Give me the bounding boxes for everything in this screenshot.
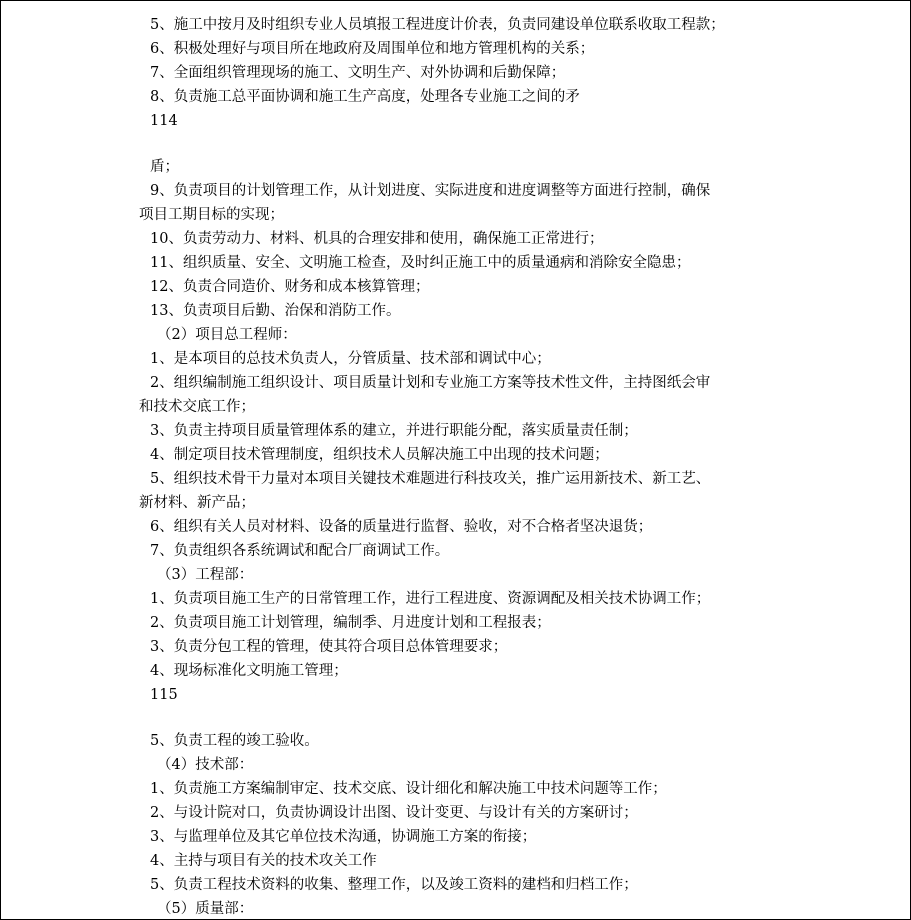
- text-line: 6、组织有关人员对材料、设备的质量进行监督、验收，对不合格者坚决退货；: [150, 519, 653, 535]
- section-heading: （2）项目总工程师：: [157, 327, 297, 343]
- text-line: 5、负责工程的竣工验收。: [150, 733, 319, 749]
- text-line: 7、全面组织管理现场的施工、文明生产、对外协调和后勤保障；: [150, 65, 566, 81]
- text-line: 5、施工中按月及时组织专业人员填报工程进度计价表，负责同建设单位联系收取工程款；: [150, 17, 725, 33]
- text-line: 2、与设计院对口，负责协调设计出图、设计变更、与设计有关的方案研讨；: [150, 805, 638, 821]
- text-line: 3、负责分包工程的管理，使其符合项目总体管理要求；: [150, 639, 508, 655]
- text-line: 2、组织编制施工组织设计、项目质量计划和专业施工方案等技术性文件，主持图纸会审: [150, 375, 711, 391]
- text-line: 2、负责项目施工计划管理，编制季、月进度计划和工程报表；: [150, 615, 551, 631]
- text-line: 1、负责项目施工生产的日常管理工作，进行工程进度、资源调配及相关技术协调工作；: [150, 591, 711, 607]
- text-line: 3、负责主持项目质量管理体系的建立，并进行职能分配，落实质量责任制；: [150, 423, 638, 439]
- text-line: 和技术交底工作；: [139, 399, 255, 415]
- text-line: 4、主持与项目有关的技术攻关工作: [150, 853, 377, 869]
- page-number: 115: [150, 687, 178, 703]
- section-heading: （5）质量部：: [157, 901, 254, 917]
- text-line: 盾；: [150, 159, 179, 175]
- text-line: 6、积极处理好与项目所在地政府及周围单位和地方管理机构的关系；: [150, 41, 595, 57]
- text-line: 4、制定项目技术管理制度，组织技术人员解决施工中出现的技术问题；: [150, 447, 609, 463]
- text-line: 9、负责项目的计划管理工作，从计划进度、实际进度和进度调整等方面进行控制，确保: [150, 183, 711, 199]
- text-line: 7、负责组织各系统调试和配合厂商调试工作。: [150, 543, 450, 559]
- text-line: 项目工期目标的实现；: [139, 207, 284, 223]
- text-line: 5、负责工程技术资料的收集、整理工作，以及竣工资料的建档和归档工作；: [150, 877, 638, 893]
- text-line: 1、是本项目的总技术负责人，分管质量、技术部和调试中心；: [150, 351, 551, 367]
- text-line: 11、组织质量、安全、文明施工检查，及时纠正施工中的质量通病和消除安全隐患；: [150, 255, 691, 271]
- section-heading: （3）工程部：: [157, 567, 254, 583]
- text-line: 1、负责施工方案编制审定、技术交底、设计细化和解决施工中技术问题等工作；: [150, 781, 667, 797]
- text-line: 4、现场标准化文明施工管理；: [150, 663, 348, 679]
- text-line: 10、负责劳动力、材料、机具的合理安排和使用，确保施工正常进行；: [150, 231, 604, 247]
- text-line: 8、负责施工总平面协调和施工生产高度，处理各专业施工之间的矛: [150, 89, 580, 105]
- text-line: 新材料、新产品；: [139, 495, 255, 511]
- text-line: 13、负责项目后勤、治保和消防工作。: [150, 303, 401, 319]
- text-line: 12、负责合同造价、财务和成本核算管理；: [150, 279, 430, 295]
- text-line: 3、与监理单位及其它单位技术沟通，协调施工方案的衔接；: [150, 829, 537, 845]
- page-number: 114: [150, 113, 178, 129]
- section-heading: （4）技术部：: [157, 757, 254, 773]
- text-line: 5、组织技术骨干力量对本项目关键技术难题进行科技攻关，推广运用新技术、新工艺、: [150, 471, 711, 487]
